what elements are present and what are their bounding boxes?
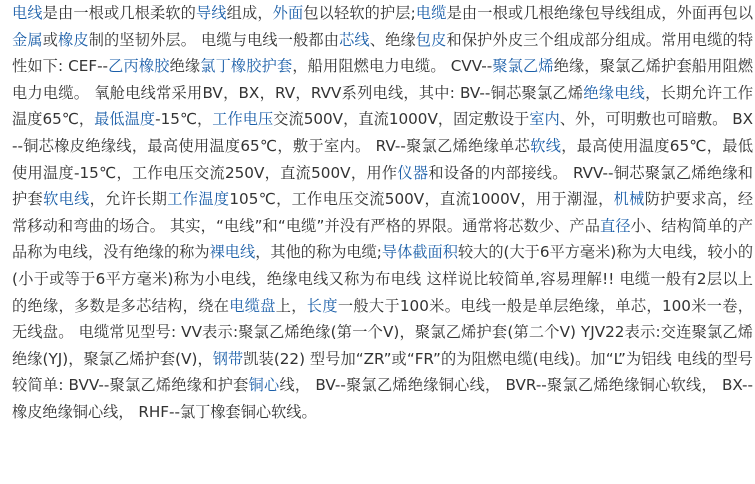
glossary-link[interactable]: 导体截面积: [381, 243, 458, 262]
glossary-link[interactable]: 电缆盘: [229, 296, 276, 315]
article-text: 交流500V，直流1000V，固定敷设于: [273, 110, 530, 129]
article-text: ，船用阻燃电力电缆。 CVV--: [292, 57, 493, 76]
glossary-link[interactable]: 外面: [272, 4, 304, 22]
glossary-link[interactable]: 导线: [195, 4, 227, 22]
article-text: 、绝缘: [369, 30, 416, 49]
glossary-link[interactable]: 裸电线: [209, 243, 256, 262]
glossary-link[interactable]: 电线: [12, 4, 43, 22]
article-text: 和设备的内部接线。 RVV--铜芯聚氯乙烯绝缘和护套: [12, 163, 753, 209]
glossary-link[interactable]: 软线: [530, 136, 562, 155]
glossary-link[interactable]: 铜心: [248, 376, 280, 395]
glossary-link[interactable]: 乙丙橡胶: [108, 57, 170, 76]
article-text: ，最高使用温度65℃，最低使用温度-15℃，工作电压交流250V，直流500V，用作: [12, 136, 754, 182]
article-text: 绝缘，聚氯乙烯护套船用阻燃电力电缆。 氧舱电线常采用BV，BX，RV，RVV系列电线，其中: BV--铜芯聚氯乙烯: [12, 57, 754, 102]
article-text: 较大的(大于6平方毫米)称为大电线，较小的(小于或等于6平方毫米)称为小电线，绝缘电线又称为布电线 这样说比较简单,容易理解!! 电缆一般有2层以上的绝缘，多数是多芯结构，绕在: [12, 243, 754, 315]
glossary-link[interactable]: 氯丁橡胶护套: [200, 57, 293, 76]
article-text: 绝缘: [169, 57, 201, 76]
glossary-link[interactable]: 橡皮: [58, 30, 89, 49]
article-text: 组成，: [226, 4, 273, 22]
glossary-link[interactable]: 绝缘电线: [583, 83, 646, 102]
article-text: 线， BV--聚氯乙烯绝缘铜心线， BVR--聚氯乙烯绝缘铜心软线， BX--橡皮绝缘铜心线， RHF--氯丁橡套铜心软线。: [12, 376, 753, 421]
article-text: ，允许长期: [89, 190, 168, 209]
glossary-link[interactable]: 室内: [529, 110, 560, 129]
glossary-link[interactable]: 软电线: [43, 190, 90, 209]
glossary-link[interactable]: 机械: [613, 190, 645, 209]
glossary-link[interactable]: 工作电压: [212, 110, 274, 129]
glossary-link[interactable]: 钢带: [212, 349, 244, 368]
glossary-link[interactable]: 聚氯乙烯: [492, 57, 554, 76]
article-text: 包以轻软的护层;: [303, 4, 416, 22]
article-text: 、外，可明敷也可暗敷。 BX--铜芯橡皮绝缘线，最高使用温度65℃，敷于室内。 RV--聚氯乙烯绝缘单芯: [12, 110, 754, 155]
article-text: 和保护外皮三个组成部分组成。常用电缆的特性如下: CEF--: [12, 30, 754, 76]
glossary-link[interactable]: 最低温度: [94, 110, 156, 129]
glossary-link[interactable]: 包皮: [415, 30, 447, 49]
glossary-link[interactable]: 仪器: [397, 163, 429, 182]
glossary-link[interactable]: 工作温度: [167, 190, 230, 209]
article-text: ，其他的称为电缆;: [255, 243, 382, 262]
article-text: 或: [42, 30, 59, 49]
article-text: 105℃，工作电压交流500V，直流1000V，用于潮湿，: [229, 190, 614, 209]
article-text: -15℃，: [155, 110, 213, 129]
article-text: ，长期允许工作温度65℃，: [12, 83, 754, 129]
article-text: 防护要求高，经常移动和弯曲的场合。 其实，“电线”和“电缆”并没有严格的界限。通常将芯数少、产品: [12, 190, 754, 235]
glossary-link[interactable]: 芯线: [339, 30, 370, 49]
article-text: 一般大于100米。电线一般是单层绝缘，单芯，100米一卷，无线盘。 电缆常见型号: VV表示:聚氯乙烯绝缘(第一个V)，聚氯乙烯护套(第二个V) YJV22表示:交连聚氯乙烯绝缘(YJ)，聚氯乙烯护套(V)，: [12, 296, 753, 368]
glossary-link[interactable]: 长度: [306, 296, 338, 315]
glossary-link[interactable]: 电缆: [415, 4, 447, 22]
article-text: 凯装(22) 型号加“ZR”或“FR”的为阻燃电缆(电线)。加“L”为铝线 电线的型号较简单: BVV--聚氯乙烯绝缘和护套: [12, 349, 753, 395]
article-text: 是由一根或几根柔软的: [42, 4, 196, 22]
article-text: 制的坚韧外层。 电缆与电线一般都由: [88, 30, 340, 49]
article-text: 小、结构简单的产品称为电线，没有绝缘的称为: [12, 216, 754, 262]
article-text: 是由一根或几根绝缘包导线组成，外面再包以: [446, 4, 754, 22]
glossary-link[interactable]: 直径: [600, 216, 631, 235]
glossary-link[interactable]: 金属: [12, 30, 43, 49]
article-text: 上，: [275, 296, 307, 315]
